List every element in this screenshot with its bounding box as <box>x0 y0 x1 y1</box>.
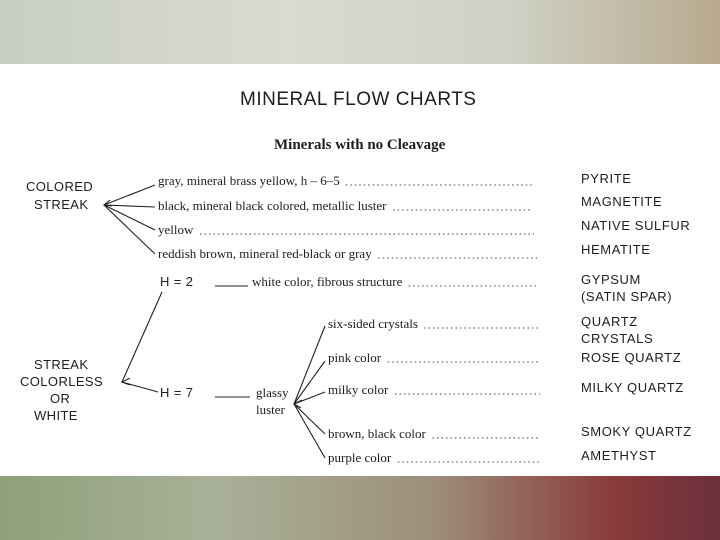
row-result-mineral: NATIVE SULFUR <box>581 218 691 233</box>
connector-quartz <box>294 326 325 404</box>
connector-h2 <box>122 292 162 382</box>
row-result-mineral: QUARTZ <box>581 314 638 329</box>
row-result-mineral: HEMATITE <box>581 242 651 257</box>
row-description: reddish brown, mineral red-black or gray <box>158 246 372 261</box>
row-result-mineral: GYPSUM <box>581 272 641 287</box>
row-description: milky color <box>328 382 389 397</box>
row-result-mineral: AMETHYST <box>581 448 657 463</box>
row-result-mineral-line2: (SATIN SPAR) <box>581 289 673 304</box>
mineral-rows <box>158 171 692 465</box>
connector-amethyst <box>294 404 325 458</box>
colorless-streak-label-line1: STREAK <box>34 357 89 372</box>
connector-hematite <box>104 205 155 254</box>
connector-smoky <box>294 404 325 434</box>
row-description: black, mineral black colored, metallic luster <box>158 198 387 213</box>
hardness-2-label: H = 2 <box>160 274 194 289</box>
mineral-flow-chart <box>0 64 720 476</box>
chart-title: MINERAL FLOW CHARTS <box>240 89 477 110</box>
row-description: brown, black color <box>328 426 426 441</box>
row-result-mineral: ROSE QUARTZ <box>581 350 682 365</box>
glassy-luster-label-line1: glassy <box>256 385 289 400</box>
flow-chart-sheet <box>0 64 720 476</box>
row-result-mineral-line2: CRYSTALS <box>581 331 654 346</box>
connector-pyrite <box>104 185 155 205</box>
hardness-7-label: H = 7 <box>160 385 194 400</box>
background-photo-top <box>0 0 720 64</box>
connector-sulfur <box>104 205 155 230</box>
colorless-streak-label-line2: COLORLESS <box>20 374 104 389</box>
row-description: purple color <box>328 450 392 465</box>
chart-subtitle: Minerals with no Cleavage <box>274 137 446 153</box>
row-result-mineral: PYRITE <box>581 171 632 186</box>
colorless-streak-label-line4: WHITE <box>34 408 78 423</box>
flow-connectors <box>104 185 325 458</box>
row-description: pink color <box>328 350 382 365</box>
colored-streak-label-line1: COLORED <box>26 179 94 194</box>
background-photo-bottom <box>0 476 720 540</box>
row-description: six-sided crystals <box>328 316 418 331</box>
row-result-mineral: MAGNETITE <box>581 194 663 209</box>
row-result-mineral: SMOKY QUARTZ <box>581 424 692 439</box>
row-description: yellow <box>158 222 194 237</box>
row-description: white color, fibrous structure <box>252 274 403 289</box>
row-description: gray, mineral brass yellow, h – 6–5 <box>158 173 340 188</box>
colorless-streak-label-line3: OR <box>50 391 71 406</box>
colored-streak-label-line2: STREAK <box>34 197 89 212</box>
glassy-luster-label-line2: luster <box>256 402 285 417</box>
row-result-mineral: MILKY QUARTZ <box>581 380 684 395</box>
